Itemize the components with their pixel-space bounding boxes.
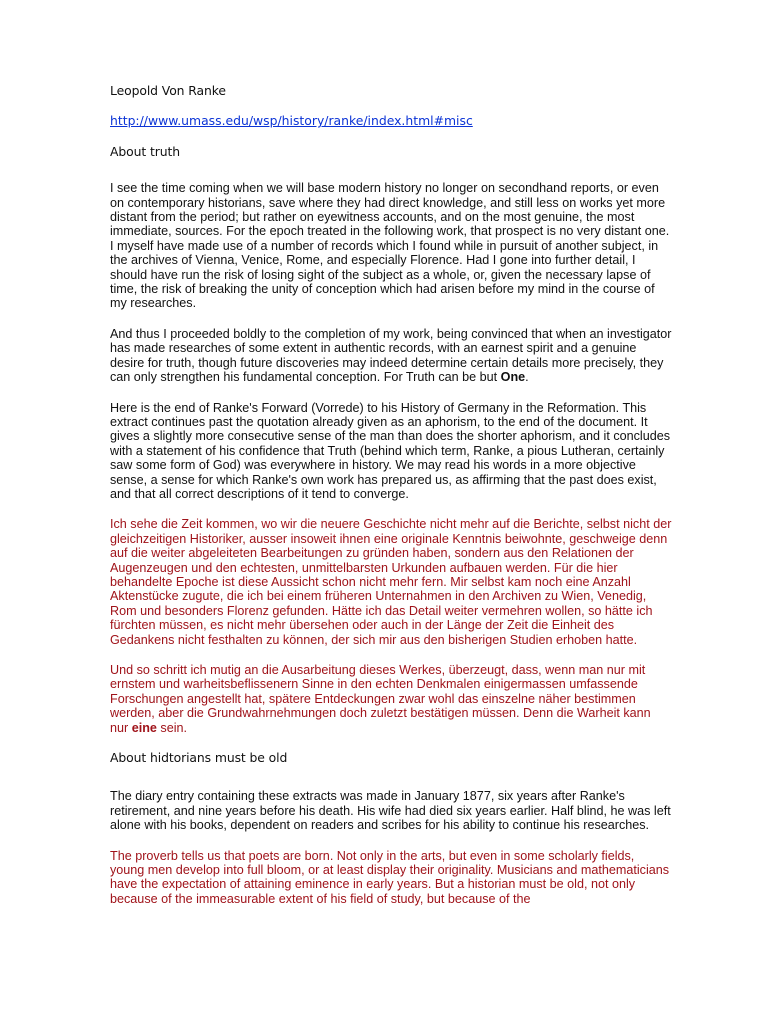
paragraph-german-2 bbox=[110, 663, 672, 735]
paragraph-english-4: The diary entry containing these extracts was made in January 1877, six years after Ranke's retirement, and nine years before his death. His wife had died six years earlier. Half blind, he was left alone with his books, dependent on readers and scribes for his ability to continue his researches. bbox=[110, 789, 671, 833]
source-link[interactable]: http://www.umass.edu/wsp/history/ranke/index.html#misc bbox=[110, 113, 473, 129]
paragraph-english-2-text: And thus I proceeded boldly to the completion of my work, being convinced that when an investigator has made researches of some extent in authentic records, with an earnest spirit and a genuine desire for truth, though future discoveries may indeed determine certain details more precisely, they can only strengthen his fundamental conception. For Truth can be but bbox=[110, 326, 672, 385]
paragraph-german-1: Ich sehe die Zeit kommen, wo wir die neuere Geschichte nicht mehr auf die Berichte, selbst nicht der gleichzeitigen Historiker, ausser insoweit ihnen eine originale Kenntnis beiwohnte, geschweige denn auf die weiter abgeleiteten Bearbeitungen zu gründen haben, sondern aus den Relationen der Augenzeugen und den echtesten, unmittelbarsten Urkunden aufbauen werden. Für die hier behandelte Epoche ist diese Aussicht schon nicht mehr fern. Mir selbst kam noch eine Anzahl Aktenstücke zugute, die ich bei einem früheren Unternahmen in den Archiven zu Wien, Venedig, Rom und besonders Florenz gefunden. Hätte ich das Detail weiter vermehren wollen, so hätte ich fürchten müssen, es nicht mehr übersehen oder auch in der Länge der Zeit die Einheit des Gedankens nicht festhalten zu können, der sich mir aus den bisherigen Studien erhoben hatte. bbox=[110, 517, 672, 647]
document-title: Leopold Von Ranke bbox=[110, 83, 226, 98]
paragraph-english-2-bold: One bbox=[500, 370, 526, 385]
paragraph-english-2 bbox=[110, 327, 672, 385]
section-heading-about-truth: About truth bbox=[110, 143, 180, 159]
paragraph-english-5: The proverb tells us that poets are born. Not only in the arts, but even in some scholarly fields, young men develop into full bloom, or at least display their originality. Musicians and mathematicians have the expectation of attaining eminence in early years. But a historian must be old, not only because of the immeasurable extent of his field of study, but because of the bbox=[110, 848, 670, 906]
section-heading-historians-old: About hidtorians must be old bbox=[110, 750, 288, 766]
paragraph-german-2-text: Und so schritt ich mutig an die Ausarbeitung dieses Werkes, überzeugt, dass, wenn man nur mit ernstem und warheitsbeflissenern Sinne in den echten Denkmalen einigermassen umfassende Forschungen angestellt hat, spätere Entdeckungen zwar wohl das einszelne näher bestimmen werden, aber die Grundwahrnehmungen doch zuletzt bestätigen müssen. Denn die Warheit kann nur bbox=[110, 663, 651, 735]
paragraph-german-2-end: sein. bbox=[156, 720, 188, 735]
paragraph-english-3: Here is the end of Ranke's Forward (Vorrede) to his History of Germany in the Reformation. This extract continues past the quotation already given as an aphorism, to the end of the document. It gives a slightly more consecutive sense of the man than does the shorter aphorism, and it concludes with a statement of his confidence that Truth (behind which term, Ranke, a pious Lutheran, certainly saw some form of God) was everywhere in history. We may read his words in a more objective sense, a sense for which Ranke's own work has prepared us, as affirming that the past does exist, and that all correct descriptions of it tend to converge. bbox=[110, 400, 671, 501]
paragraph-english-1: I see the time coming when we will base modern history no longer on secondhand reports, or even on contemporary historians, save where they had direct knowledge, and still less on works yet more distant from the period; but rather on eyewitness accounts, and on the most genuine, the most immediate, sources. For the epoch treated in the following work, that prospect is no very distant one. I myself have made use of a number of records which I found while in pursuit of another subject, in the archives of Vienna, Venice, Rome, and especially Florence. Had I gone into further detail, I should have run the risk of losing sight of the subject as a whole, or, given the necessary lapse of time, the risk of breaking the unity of conception which had arisen before my mind in the course of my researches. bbox=[110, 181, 670, 311]
paragraph-english-2-end: . bbox=[525, 370, 529, 385]
paragraph-german-2-bold: eine bbox=[131, 720, 157, 735]
